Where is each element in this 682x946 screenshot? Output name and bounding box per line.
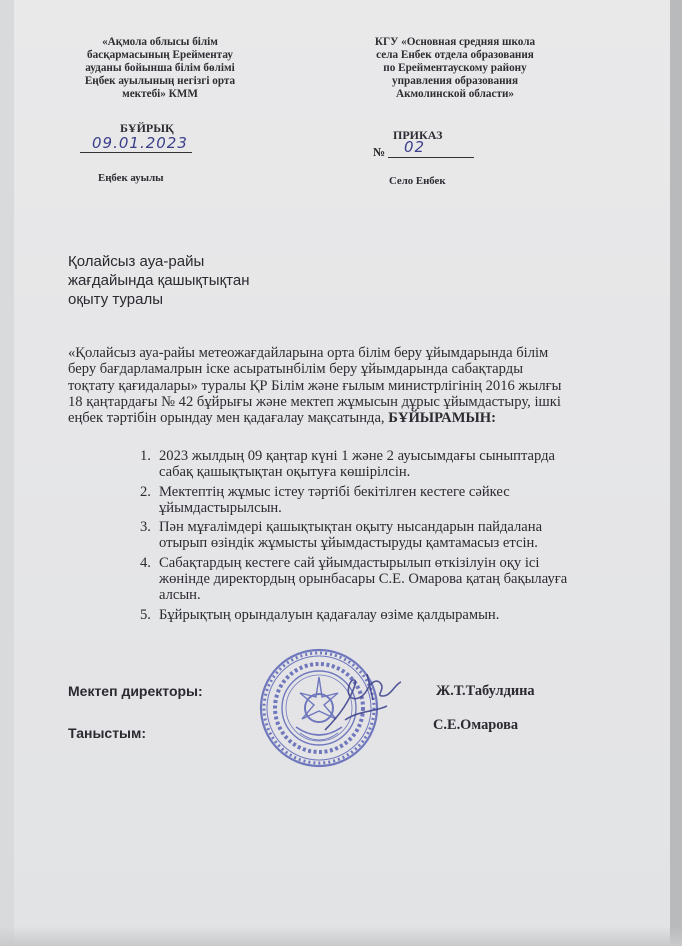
item-number: 5. <box>140 606 151 623</box>
item-line: Пән мұғалімдері қашықтықтан оқыту нысандарын пайдалана <box>159 519 543 536</box>
preamble-line: тоқтату қағидалары» туралы ҚР Білім және ғылым министрлігінің 2016 жылғы <box>68 377 562 394</box>
preamble-last-line <box>68 410 608 426</box>
order-item <box>140 607 610 623</box>
header-right-line: управления образования <box>391 75 519 87</box>
item-line: Сабақтардың кестеге сай ұйымдастырылып өткізілуін оқу ісі <box>159 554 540 571</box>
item-line: сабақ қашықтықтан оқытуға көшірілсін. <box>159 464 411 481</box>
item-line: Мектептің жұмыс істеу тәртібі бекітілген кестеге сәйкес <box>159 483 510 500</box>
header-right-institution <box>330 36 580 101</box>
header-right-line: Акмолинской области» <box>396 88 514 100</box>
item-line: алсын. <box>159 587 201 604</box>
date-underline <box>80 152 192 153</box>
director-label: Мектеп директоры: <box>68 683 203 699</box>
header-left-line: мектебі» КММ <box>122 88 198 100</box>
header-left-institution <box>40 36 280 101</box>
item-number: 1. <box>140 448 151 464</box>
order-title-kazakh: БҰЙРЫҚ <box>120 121 174 135</box>
item-line: Бұйрықтың орындалуын қадағалау өзіме қалдырамын. <box>159 606 500 623</box>
number-underline <box>388 157 474 158</box>
order-item <box>140 448 610 481</box>
order-preamble <box>68 345 608 426</box>
item-number: 3. <box>140 519 151 536</box>
item-number: 2. <box>140 483 151 500</box>
order-number-handwritten: 02 <box>404 138 426 156</box>
header-right-line: КГУ «Основная средняя школа <box>374 36 536 48</box>
director-name: Ж.Т.Табулдина <box>436 683 535 699</box>
subject-line: оқыту туралы <box>68 291 163 308</box>
header-left-line: Еңбек ауылының негізгі орта <box>84 75 236 87</box>
item-line: 2023 жылдың 09 қаңтар күні 1 және 2 ауысымдағы сыныптарда <box>159 448 556 464</box>
page-edge-shadow <box>670 0 682 946</box>
item-line: жөнінде директордың орынбасары С.Е. Омарова қатаң бақылауға <box>159 571 568 588</box>
director-signature <box>315 660 415 740</box>
preamble-last-text: еңбек тәртібін орындау мен қадағалау мақсатында, <box>68 410 385 427</box>
preamble-line: 18 қаңтардағы № 42 бұйрығы және мектеп жұмысын дұрыс ұйымдастыру, ішкі <box>68 393 561 410</box>
order-date-handwritten: 09.01.2023 <box>92 134 188 152</box>
item-line: ұйымдастырылсын. <box>159 499 282 516</box>
preamble-line: «Қолайсыз ауа-райы метеожағдайларына орта білім беру ұйымдарында білім <box>68 345 549 361</box>
order-subject <box>68 252 249 309</box>
place-russian: Село Енбек <box>389 175 446 187</box>
order-item <box>140 555 610 604</box>
item-number: 4. <box>140 554 151 571</box>
header-left-line: басқармасының Ерейментау <box>87 49 233 61</box>
page-bottom-shadow <box>0 926 682 946</box>
header-right-line: села Енбек отдела образования <box>376 49 534 61</box>
subject-line: жағдайында қашықтықтан <box>68 272 250 289</box>
item-line: отырып өзіндік жұмысты ұйымдастыруды қамтамасыз етсін. <box>159 535 538 552</box>
acquainted-name: С.Е.Омарова <box>433 717 519 733</box>
preamble-line: беру бағдарламалрын іске асыратынбілім беру ұйымдарында сабақтарды <box>68 361 523 378</box>
header-right-line: по Ерейментаускому району <box>383 62 527 74</box>
order-number-sign: № <box>373 145 386 159</box>
acquainted-label: Таныстым: <box>68 725 147 741</box>
order-items-list <box>140 448 610 626</box>
order-title-russian: ПРИКАЗ <box>393 128 443 142</box>
subject-line: Қолайсыз ауа-райы <box>68 253 205 270</box>
header-left-line: ауданы бойынша білім бөлімі <box>85 62 235 74</box>
order-item <box>140 484 610 517</box>
place-kazakh: Еңбек ауылы <box>98 172 164 184</box>
command-word: БҰЙЫРАМЫН: <box>388 410 497 427</box>
order-item <box>140 519 610 552</box>
header-left-line: «Ақмола облысы білім <box>102 36 218 48</box>
